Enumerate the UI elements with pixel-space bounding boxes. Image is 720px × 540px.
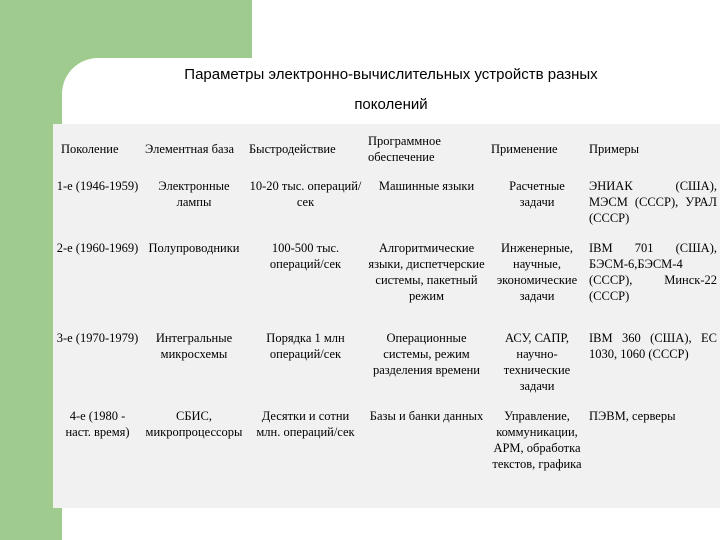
cell-performance: Порядка 1 млн операций/сек: [266, 331, 345, 361]
cell-performance: Десятки и сотни млн. операций/сек: [256, 409, 355, 439]
cell-performance: 100-500 тыс. операций/сек: [269, 241, 342, 271]
cell-application: АСУ, САПР, научно-технические задачи: [503, 331, 571, 393]
table-row: [53, 236, 720, 326]
cell-software: Машинные языки: [378, 179, 475, 193]
cell-generation: 3-е (1970-1979): [56, 331, 139, 345]
table-row: [53, 404, 720, 508]
cell-application: Расчетные задачи: [509, 179, 565, 209]
table-header-row: [53, 124, 720, 174]
cell-element-base: СБИС, микропроцессоры: [145, 409, 243, 439]
header-element-base: Элементная база: [145, 142, 234, 156]
cell-software: Алгоритмические языки, диспетчерские системы, пакетный режим: [368, 241, 485, 303]
cell-examples: IBM 701 (США), БЭСМ-6,БЭСМ-4 (СССР), Минск-22 (СССР): [589, 241, 717, 303]
cell-application: Инженерные, научные, экономические задачи: [496, 241, 578, 303]
table-row: [53, 174, 720, 236]
cell-element-base: Полупроводники: [148, 241, 240, 255]
cell-element-base: Интегральные микросхемы: [155, 331, 233, 361]
cell-performance: 10-20 тыс. операций/сек: [249, 179, 362, 209]
slide-title-line-2: поколений: [354, 96, 428, 113]
cell-generation: 2-е (1960-1969): [56, 241, 139, 255]
cell-examples: IBM 360 (США), ЕС 1030, 1060 (СССР): [589, 331, 717, 361]
header-software: Программное обеспечение: [368, 134, 441, 164]
cell-software: Операционные системы, режим разделения времени: [373, 331, 480, 377]
cell-generation: 1-е (1946-1959): [56, 179, 139, 193]
slide-title: [62, 60, 720, 120]
header-performance: Быстродействие: [249, 142, 336, 156]
cell-examples: ЭНИАК (США), МЭСМ (СССР), УРАЛ (СССР): [589, 179, 717, 225]
table-row: [53, 326, 720, 404]
slide-title-line-1: Параметры электронно-вычислительных устройств разных: [184, 66, 598, 83]
cell-examples: ПЭВМ, серверы: [589, 409, 676, 423]
header-application: Применение: [491, 142, 558, 156]
cell-generation: 4-е (1980 - наст. время): [65, 409, 130, 439]
cell-application: Управление, коммуникации, АРМ, обработка текстов, графика: [492, 409, 582, 471]
generations-table: [53, 124, 720, 508]
cell-software: Базы и банки данных: [369, 409, 484, 423]
cell-element-base: Электронные лампы: [158, 179, 230, 209]
header-generation: Поколение: [61, 142, 119, 156]
header-examples: Примеры: [589, 142, 640, 156]
